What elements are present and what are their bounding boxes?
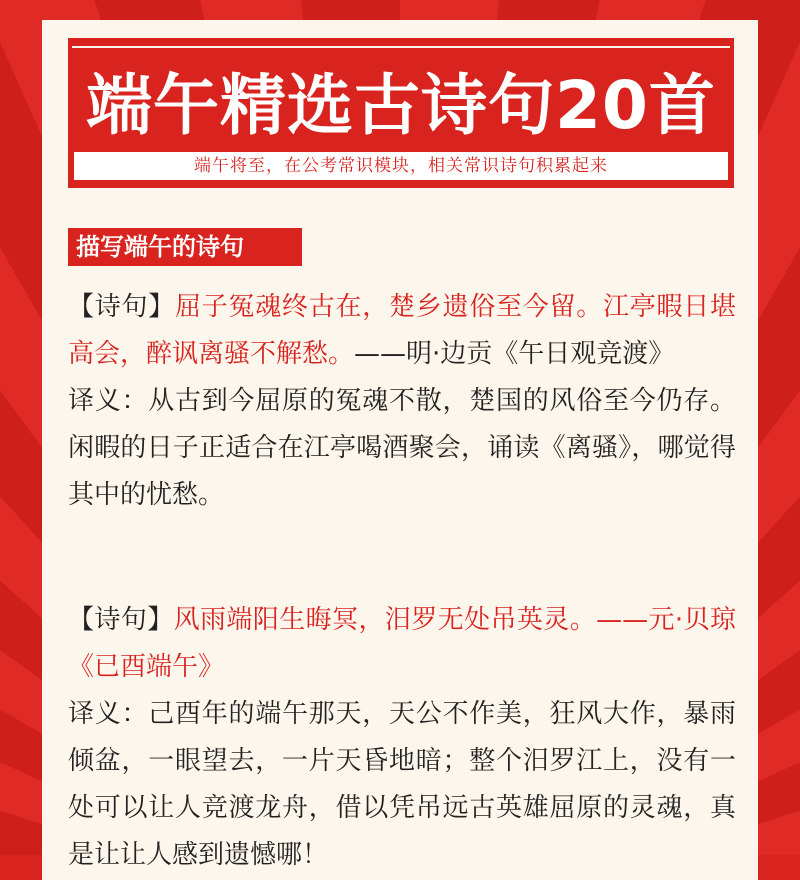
subtitle: 端午将至，在公考常识模块，相关常识诗句积累起来 bbox=[194, 156, 608, 176]
translation-label: 译义： bbox=[68, 699, 149, 729]
poem-entry-2 bbox=[68, 597, 736, 879]
verse-source: ——元·贝琼《已酉端午》 bbox=[68, 605, 736, 682]
page-title: 端午精选古诗句20首 bbox=[86, 67, 716, 144]
translation-text: 从古到今屈原的冤魂不散，楚国的风俗至今仍存。闲暇的日子正适合在江亭喝酒聚会，诵读《离骚》，哪觉得其中的忧愁。 bbox=[68, 386, 736, 510]
verse-text: 风雨端阳生晦冥，汨罗无处吊英灵。 bbox=[173, 605, 597, 635]
banner-frame-line bbox=[72, 46, 730, 48]
subtitle-box bbox=[74, 152, 728, 180]
section-heading-tag bbox=[68, 228, 302, 266]
translation-text: 己酉年的端午那天，天公不作美，狂风大作，暴雨倾盆，一眼望去，一片天昏地暗；整个汨罗江上，没有一处可以让人竞渡龙舟，借以凭吊远古英雄屈原的灵魂，真是让让人感到遗憾哪！ bbox=[68, 699, 736, 870]
verse-label: 【诗句】 bbox=[68, 605, 174, 635]
section-heading: 描写端午的诗句 bbox=[76, 233, 244, 261]
verse-label: 【诗句】 bbox=[68, 292, 175, 322]
title-banner bbox=[68, 38, 734, 188]
translation-label: 译义： bbox=[68, 386, 149, 416]
poem-entry-1 bbox=[68, 284, 736, 519]
verse-source: ——明·边贡《午日观竞渡》 bbox=[354, 339, 675, 369]
verse-text: 屈子冤魂终古在，楚乡遗俗至今留。江亭暇日堪高会，醉讽离骚不解愁。 bbox=[68, 292, 736, 369]
